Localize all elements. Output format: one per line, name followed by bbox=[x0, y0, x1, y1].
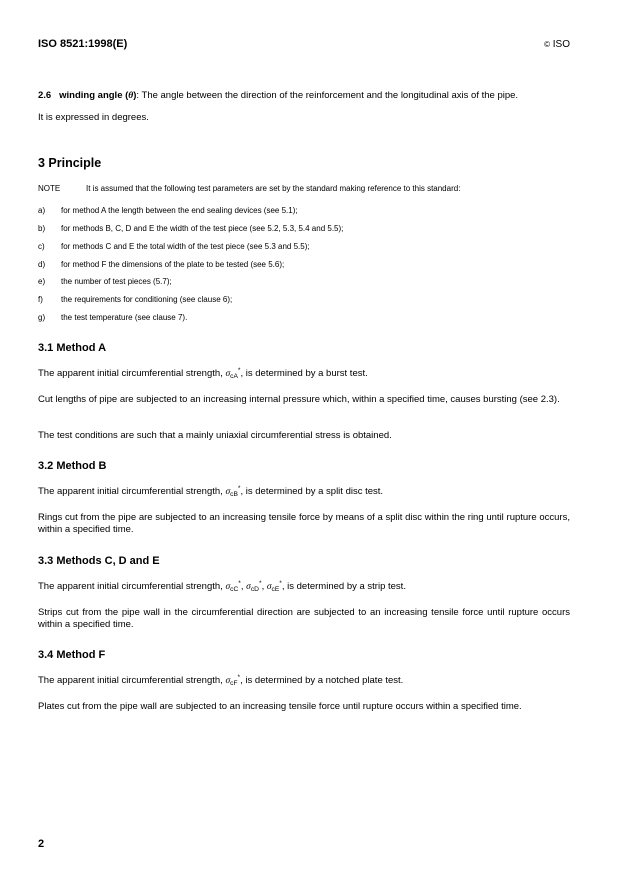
note-label: NOTE bbox=[38, 184, 61, 193]
method-f-paragraph-1 bbox=[38, 675, 403, 687]
method-a-paragraph-3: The test conditions are such that a mainly uniaxial circumferential stress is obtained. bbox=[38, 430, 392, 441]
subscript: cB bbox=[230, 491, 238, 498]
sigma-symbol: σ bbox=[225, 369, 231, 379]
methods-cde-paragraph-1 bbox=[38, 581, 406, 593]
list-item-text: for methods B, C, D and E the width of the test piece (see 5.2, 5.3, 5.4 and 5.5); bbox=[61, 224, 344, 233]
list-item bbox=[38, 295, 232, 304]
list-item bbox=[38, 224, 343, 233]
text-run: , is determined by a notched plate test. bbox=[240, 675, 404, 686]
list-item bbox=[38, 242, 310, 251]
method-b-paragraph-2: Rings cut from the pipe are subjected to an increasing tensile force by means of a split disc within the ring until rupture occurs, within a specified time. bbox=[38, 512, 570, 535]
asterisk: * bbox=[238, 580, 241, 587]
separator: , bbox=[240, 581, 247, 592]
section-heading-principle: 3 Principle bbox=[38, 156, 102, 170]
list-item-label: a) bbox=[38, 206, 46, 215]
subscript: cE bbox=[271, 586, 280, 593]
sigma-symbol: σ bbox=[225, 676, 231, 686]
subscript: cC bbox=[230, 586, 239, 593]
asterisk: * bbox=[258, 580, 262, 587]
document-id: ISO 8521:1998(E) bbox=[38, 38, 128, 50]
note-text: It is assumed that the following test parameters are set by the standard making reference to this standard: bbox=[86, 184, 461, 193]
section-heading-method-a: 3.1 Method A bbox=[38, 342, 107, 354]
definition-number: 2.6 bbox=[38, 90, 52, 101]
list-item-label: d) bbox=[38, 260, 46, 269]
sigma-symbol: σ bbox=[246, 582, 251, 592]
subscript: cD bbox=[250, 586, 259, 593]
subscript: cA bbox=[230, 373, 238, 380]
list-item-text: for method A the length between the end sealing devices (see 5.1); bbox=[61, 206, 298, 215]
section-heading-method-b: 3.2 Method B bbox=[38, 460, 107, 472]
definition-text: : The angle between the direction of the reinforcement and the longitudinal axis of the pipe. bbox=[136, 90, 519, 101]
asterisk: * bbox=[237, 674, 241, 681]
sigma-symbol: σ bbox=[266, 582, 272, 592]
list-item bbox=[38, 277, 172, 286]
definition-term: winding angle bbox=[59, 90, 123, 101]
list-item-label: f) bbox=[38, 295, 43, 304]
text-run: , is determined by a split disc test. bbox=[240, 486, 384, 497]
copyright-symbol: © bbox=[544, 40, 550, 49]
asterisk: * bbox=[237, 485, 241, 492]
definition-2-6 bbox=[38, 90, 583, 102]
list-item-label: g) bbox=[38, 313, 46, 322]
method-a-paragraph-1 bbox=[38, 368, 368, 380]
list-item-text: the test temperature (see clause 7). bbox=[61, 313, 188, 322]
list-item-text: the requirements for conditioning (see clause 6); bbox=[61, 295, 233, 304]
list-item bbox=[38, 260, 284, 269]
section-heading-method-f: 3.4 Method F bbox=[38, 649, 106, 661]
theta-symbol: θ bbox=[128, 91, 134, 101]
text-run: , is determined by a burst test. bbox=[240, 368, 368, 379]
list-item-text: for methods C and E the total width of the test piece (see 5.3 and 5.5); bbox=[61, 242, 310, 251]
sigma-symbol: σ bbox=[225, 487, 231, 497]
copyright-notice bbox=[544, 39, 570, 50]
list-item-text: for method F the dimensions of the plate to be tested (see 5.6); bbox=[61, 260, 285, 269]
list-item-text: the number of test pieces (5.7); bbox=[61, 277, 172, 286]
asterisk: * bbox=[279, 580, 282, 587]
section-heading-methods-cde: 3.3 Methods C, D and E bbox=[38, 555, 160, 567]
method-a-paragraph-2: Cut lengths of pipe are subjected to an increasing internal pressure which, within a specified time, causes bursting (see 2.3). bbox=[38, 394, 560, 405]
text-run: , is determined by a strip test. bbox=[281, 581, 406, 592]
method-f-paragraph-2: Plates cut from the pipe wall are subjected to an increasing tensile force until rupture occurs within a specified time. bbox=[38, 701, 522, 712]
paren-close: ) bbox=[133, 90, 137, 101]
paren-open: ( bbox=[125, 90, 129, 101]
list-item-label: c) bbox=[38, 242, 45, 251]
list-item-label: b) bbox=[38, 224, 46, 233]
page-number: 2 bbox=[38, 838, 45, 850]
asterisk: * bbox=[237, 367, 241, 374]
method-b-paragraph-1 bbox=[38, 486, 383, 498]
separator: , bbox=[261, 581, 267, 592]
text-run: The apparent initial circumferential strength, bbox=[38, 486, 226, 497]
subscript: cF bbox=[230, 680, 238, 687]
list-item bbox=[38, 206, 298, 215]
principle-note bbox=[38, 184, 583, 193]
definition-unit-text: It is expressed in degrees. bbox=[38, 112, 149, 123]
list-item-label: e) bbox=[38, 277, 46, 286]
list-item bbox=[38, 313, 187, 322]
sigma-symbol: σ bbox=[225, 582, 231, 592]
text-run: The apparent initial circumferential strength, bbox=[38, 368, 226, 379]
methods-cde-paragraph-2: Strips cut from the pipe wall in the circumferential direction are subjected to an increasing tensile force until rupture occurs within a specified time. bbox=[38, 607, 570, 630]
text-run: The apparent initial circumferential strength, bbox=[38, 581, 226, 592]
text-run: The apparent initial circumferential strength, bbox=[38, 675, 226, 686]
copyright-org: ISO bbox=[552, 39, 570, 50]
